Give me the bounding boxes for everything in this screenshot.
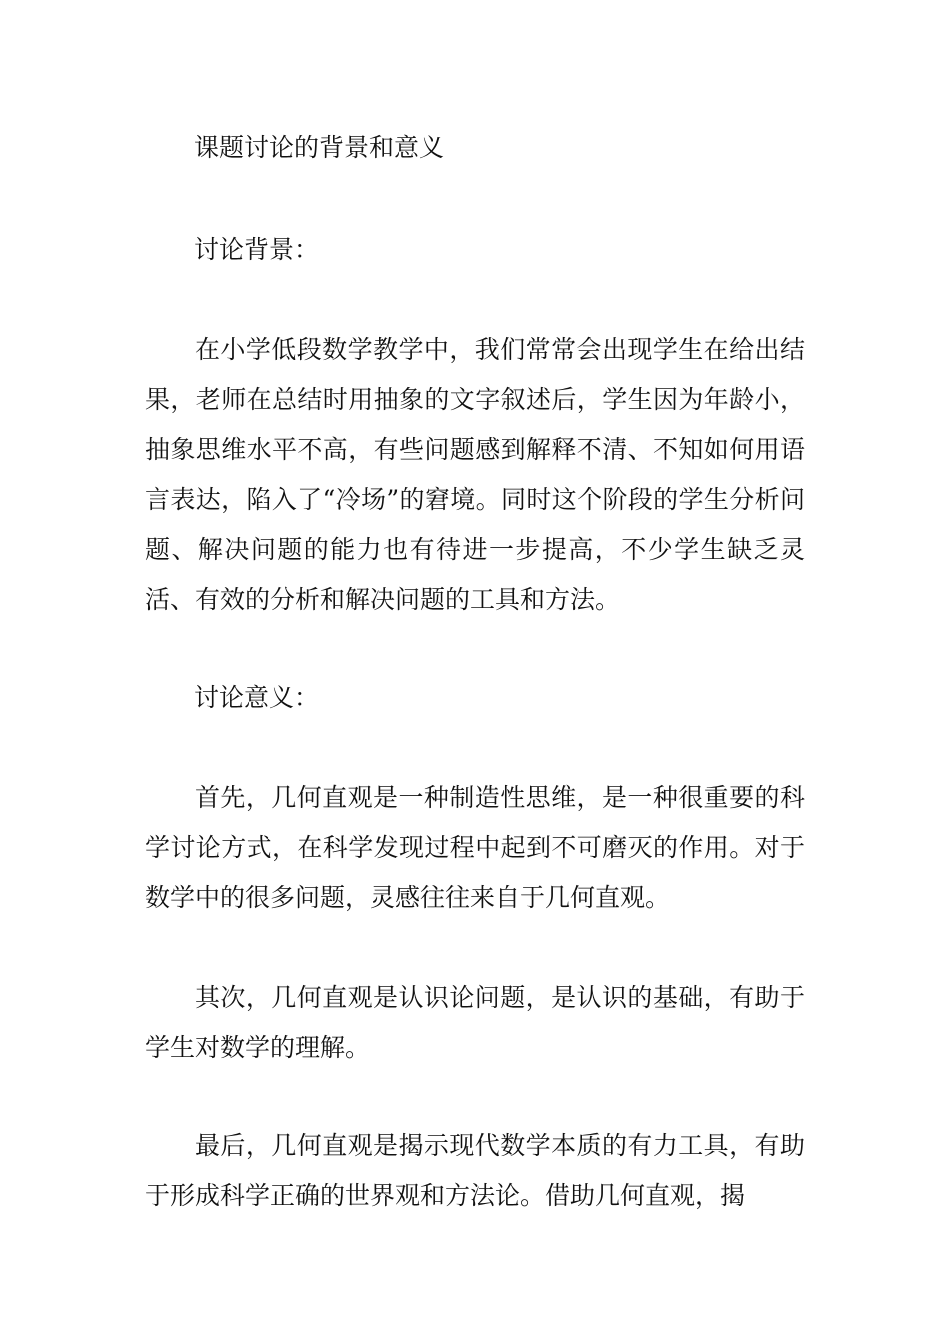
document-title: 课题讨论的背景和意义 [194, 133, 445, 162]
background-heading: 讨论背景： [194, 235, 320, 264]
background-paragraph: 在小学低段数学教学中，我们常常会出现学生在给出结果，老师在总结时用抽象的文字叙述后，学生因为年龄小，抽象思维水平不高，有些问题感到解释不清、不知如何用语言表达，陷入了“冷场”的窘境。同时这个阶段的学生分析问题、解决问题的能力也有待进一步提高，不少学生缺乏灵活、有效的分析和解决问题的工具和方法。 [145, 335, 805, 614]
significance-heading: 讨论意义： [194, 683, 320, 712]
significance-paragraph-3: 最后，几何直观是揭示现代数学本质的有力工具，有助于形成科学正确的世界观和方法论。借助几何直观，揭 [145, 1131, 805, 1210]
significance-paragraph-2: 其次，几何直观是认识论问题，是认识的基础，有助于学生对数学的理解。 [145, 983, 805, 1062]
significance-paragraph-1: 首先，几何直观是一种制造性思维，是一种很重要的科学讨论方式，在科学发现过程中起到不可磨灭的作用。对于数学中的很多问题，灵感往往来自于几何直观。 [145, 783, 805, 912]
